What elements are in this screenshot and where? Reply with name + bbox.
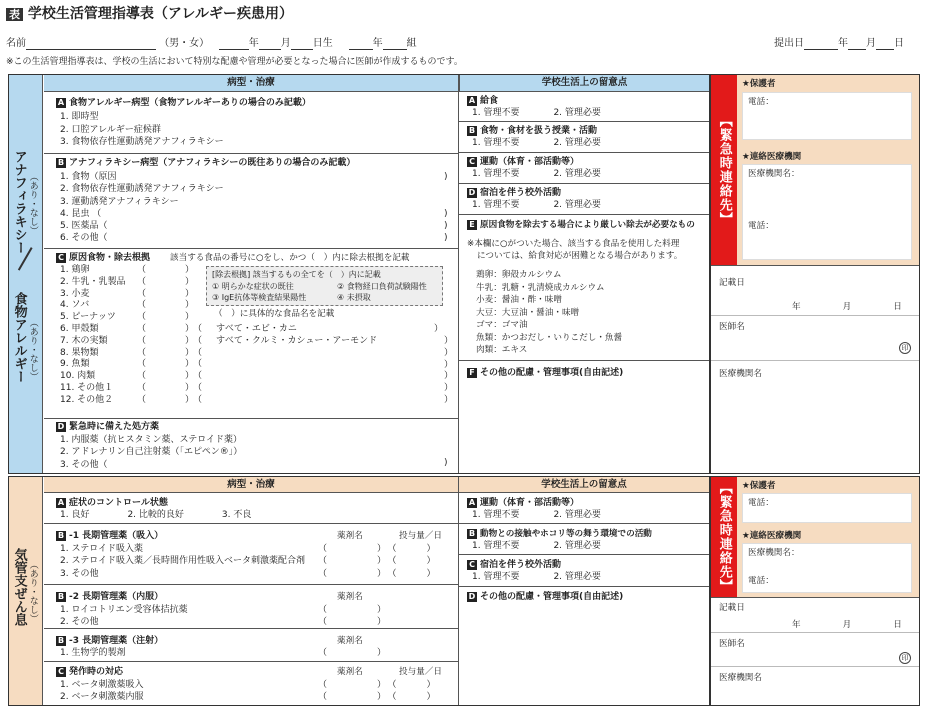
cause-instr: 該当する食品の番号に○をし、かつ（ ）内に除去根拠を記載	[170, 253, 410, 263]
exercise-heading-2: A 運動（体育・部活動等）	[468, 498, 580, 508]
control-options[interactable]: 1. 良好 2. 比較的良好 3. 不良	[60, 510, 252, 520]
submit-month-input[interactable]	[848, 39, 866, 50]
record-date-label: 記載日	[719, 278, 745, 288]
institution-name-label-2: 医療機関名：	[748, 548, 800, 558]
overnight-options[interactable]: 1. 管理不要 2. 管理必要	[472, 200, 601, 210]
side-sub-asthma[interactable]: （あり・なし）	[27, 560, 38, 623]
overnight-options-2[interactable]: 1. 管理不要 2. 管理必要	[472, 572, 601, 582]
basis-4: ④ 未摂取	[337, 293, 371, 302]
submit-label: 提出日	[774, 38, 804, 49]
food-nuts[interactable]: 7. 木の実類	[60, 335, 108, 346]
rx-heading	[56, 422, 159, 433]
birth-day-input[interactable]	[291, 39, 313, 50]
specific-close-a: ）	[434, 324, 444, 334]
close-parens	[444, 171, 448, 245]
submit-year-input[interactable]	[804, 39, 838, 50]
paren: )	[444, 208, 448, 219]
dose-header: 投与量／日	[399, 667, 442, 677]
page-title: 学校生活管理指導表（アレルギー疾患用）	[27, 6, 293, 22]
record-institution-label: 医療機関名	[719, 369, 762, 379]
option-oral[interactable]: 2. 口腔アレルギー症候群	[60, 124, 161, 135]
specific-note: （ ）に具体的な食品名を記載	[214, 309, 335, 319]
birth-month-label: 月	[280, 38, 291, 49]
exercise-options-2[interactable]: 1. 管理不要 2. 管理必要	[472, 510, 601, 520]
letter-a: A	[57, 98, 65, 107]
birth-year-label: 年	[248, 38, 259, 49]
seal-icon-2: 印	[899, 652, 911, 664]
record-institution-label-2: 医療機関名	[719, 673, 762, 683]
food-meat[interactable]: 10. 肉類	[60, 371, 96, 382]
food-fruit[interactable]: 8. 果物類	[60, 347, 99, 358]
other-notes-field-2[interactable]	[462, 606, 706, 702]
name-input[interactable]	[26, 39, 156, 50]
other-notes-field[interactable]	[462, 382, 706, 470]
lunch-heading: A 給食	[468, 96, 499, 106]
side-sub-anaphylaxis[interactable]: （あり・なし）	[27, 172, 38, 235]
col-header-notes-2: 学校生活上の留意点	[459, 477, 709, 493]
guardian-phone-label-2: 電話：	[748, 498, 774, 508]
paren: )	[444, 221, 448, 232]
seal-icon: 印	[899, 342, 911, 354]
food-soba[interactable]: 4. ソバ	[60, 300, 90, 311]
basis-title: [除去根拠] 該当するもの全てを（ ）内に記載	[212, 270, 381, 279]
option-fdeia2[interactable]: 2. 食物依存性運動誘発アナフィラキシー	[60, 184, 224, 195]
form-title-row	[6, 6, 293, 23]
drug-name-header: 薬剤名	[337, 592, 363, 602]
paren: )	[444, 233, 448, 244]
rx-epipen[interactable]: 2. アドレナリン自己注射薬（「エピペン®」）	[60, 447, 243, 458]
food-wheat[interactable]: 3. 小麦	[60, 288, 90, 299]
basis-legend	[206, 266, 443, 306]
attack-options[interactable]: 1. ベータ刺激薬吸入 2. ベータ刺激薬内服	[60, 680, 144, 703]
oral-options[interactable]: 1. ロイコトリエン受容体拮抗薬 2. その他	[60, 605, 188, 628]
food-other1[interactable]: 11. その他１	[60, 382, 114, 393]
letter-d: D	[57, 422, 65, 431]
grade-input[interactable]	[349, 39, 373, 50]
food-fish[interactable]: 9. 魚類	[60, 359, 90, 370]
basis-3: ③ IgE抗体等検査結果陽性	[212, 293, 307, 302]
doctor-label: 医師名	[719, 322, 745, 332]
option-other[interactable]: 6. その他（	[60, 233, 108, 244]
option-drug[interactable]: 5. 医薬品（	[60, 221, 108, 232]
anaphylaxis-type-title: アナフィラキシー病型（アナフィラキシーの既往ありの場合のみ記載）	[69, 158, 356, 168]
divider	[44, 418, 458, 419]
overnight-heading: D 宿泊を伴う校外活動	[468, 188, 562, 198]
strict-removal-list[interactable]: 鶏卵：卵殻カルシウム 牛乳：乳糖・乳清焼成カルシウム 小麦：醤油・酢・味噌 大豆：大豆油・醤油・味噌 ゴマ：ゴマ油 魚類：かつおだし・いりこだし・魚醤 肉類：エキス	[476, 270, 623, 355]
injection-heading: B -3 長期管理薬（注射）	[57, 636, 164, 646]
exercise-options[interactable]: 1. 管理不要 2. 管理必要	[472, 169, 601, 179]
sex-field[interactable]: （男・女）	[159, 38, 210, 49]
food-type-heading	[56, 98, 311, 109]
letter-c: C	[56, 253, 66, 263]
specific-values	[216, 324, 377, 348]
side-title-food: 食物アレルギー	[11, 292, 27, 383]
basis-1: ① 明らかな症状の既往	[212, 281, 294, 291]
injection-parens[interactable]: （ ）	[318, 648, 387, 658]
animal-options[interactable]: 1. 管理不要 2. 管理必要	[472, 541, 601, 551]
anaphylaxis-type-heading	[56, 158, 355, 169]
name-label: 名前	[6, 38, 26, 49]
col-header-type: 病型・治療	[44, 75, 458, 92]
drug-name-header: 薬剤名	[337, 636, 363, 646]
col-header-notes: 学校生活上の留意点	[459, 75, 709, 92]
drug-name-header: 薬剤名	[337, 531, 363, 541]
rx-options[interactable]	[60, 434, 242, 471]
attack-heading: C 発作時の対応	[56, 667, 123, 678]
food-other2[interactable]: 12. その他２	[60, 394, 114, 405]
birth-year-input[interactable]	[219, 39, 249, 50]
basis-2: ② 食物経口負荷試験陽性	[337, 281, 427, 291]
specific-open: （ （ （ （ （ （ （	[193, 324, 203, 405]
birth-month-input[interactable]	[259, 39, 281, 50]
submit-date-row	[774, 38, 904, 50]
paren: )	[444, 458, 448, 468]
divider	[44, 153, 458, 154]
submit-year-label: 年	[838, 38, 848, 49]
side-sub-food[interactable]: （あり・なし）	[27, 318, 38, 381]
contact-institution-label-2: ★連絡医療機関	[742, 531, 802, 541]
cause-food-title: 原因食物・除去根拠	[69, 253, 151, 263]
paren: )	[444, 172, 448, 182]
food-type-options[interactable]	[60, 111, 224, 149]
food-type-title: 食物アレルギー病型（食物アレルギーありの場合のみ記載）	[69, 98, 311, 108]
divider	[458, 75, 459, 473]
record-date-fields-2[interactable]: 年 月 日	[792, 620, 902, 630]
option-fdeia[interactable]: 3. 食物依存性運動誘発アナフィラキシー	[60, 137, 224, 147]
food-peanut[interactable]: 5. ピーナッツ	[60, 312, 116, 323]
class-activity-heading: B 食物・食材を扱う授業・活動	[468, 126, 598, 136]
food-shellfish[interactable]: 6. 甲殻類	[60, 323, 99, 334]
grade-label: 年	[372, 38, 383, 49]
institution-name-label: 医療機関名：	[748, 169, 800, 179]
guardian-label-2: ★保護者	[742, 481, 776, 491]
side-title-anaphylaxis: アナフィラキシー	[11, 150, 27, 254]
name-row	[6, 38, 417, 50]
anaphylaxis-options[interactable]	[60, 171, 224, 245]
birth-day-label: 日生	[312, 38, 333, 49]
oral-heading: B -2 長期管理薬（内服）	[57, 592, 164, 602]
guardian-label: ★保護者	[742, 79, 776, 89]
other-notes-heading: F その他の配慮・管理事項(自由記述)	[467, 368, 623, 379]
option-food[interactable]: 1. 食物（原因	[60, 172, 117, 182]
attack-parens[interactable]: （ ） （ ） （ ） （ ）	[318, 680, 436, 703]
animal-heading: B 動物との接触やホコリ等の舞う環境での活動	[468, 529, 652, 539]
letter-b: B	[57, 158, 65, 167]
strict-removal-note: ※本欄に○がついた場合、該当する食品を使用した料理 については、給食対応が困難となる場合があります。	[467, 239, 683, 261]
nut-options[interactable]: すべて・クルミ・カシュー・アーモンド	[216, 335, 378, 346]
food-basis-close: ） ） ） ） ） ） ） ） ） ） ） ）	[185, 265, 195, 405]
institution-phone-label-2: 電話：	[748, 576, 774, 586]
divider	[44, 248, 458, 249]
rx-other[interactable]: 3. その他（	[60, 459, 108, 470]
record-date-label-2: 記載日	[719, 603, 745, 613]
strict-removal-heading: E 原因食物を除去する場合により厳しい除去が必要なもの	[467, 220, 695, 230]
table-badge: 表	[6, 8, 23, 21]
food-egg[interactable]: 1. 鶏卵	[60, 265, 90, 275]
record-date-fields[interactable]: 年 月 日	[792, 302, 902, 312]
class-label: 組	[406, 38, 417, 49]
submit-day-label: 日	[894, 38, 904, 49]
drug-name-header: 薬剤名	[337, 667, 363, 677]
option-immediate[interactable]: 1. 即時型	[60, 112, 99, 122]
option-insect[interactable]: 4. 昆虫 （	[60, 208, 102, 219]
col-header-type-2: 病型・治療	[44, 477, 458, 493]
inhaled-heading: B -1 長期管理薬（吸入）	[57, 531, 164, 541]
specific-close-b: ） ） ） ） ） ）	[444, 336, 454, 405]
doctor-label-2: 医師名	[719, 639, 745, 649]
emergency-contact-label-2: 【緊急時連絡先】	[711, 477, 737, 597]
shellfish-options[interactable]: すべて・エビ・カニ	[216, 324, 297, 334]
class-activity-options[interactable]: 1. 管理不要 2. 管理必要	[472, 138, 601, 148]
food-list[interactable]	[60, 265, 125, 407]
food-basis-open: （ （ （ （ （ （ （ （ （ （ （ （	[137, 265, 147, 405]
header-note: ※この生活管理指導表は、学校の生活において特別な配慮や管理が必要となった場合に医師が作成するものです。	[6, 57, 463, 67]
contact-institution-label: ★連絡医療機関	[742, 152, 802, 162]
submit-day-input[interactable]	[876, 39, 894, 50]
class-input[interactable]	[383, 39, 407, 50]
submit-month-label: 月	[866, 38, 876, 49]
control-heading: A 症状のコントロール状態	[57, 498, 168, 508]
inhaled-parens[interactable]: （ ） （ ） （ ） （ ） （ ） （ ）	[318, 544, 436, 579]
injection-option[interactable]: 1. 生物学的製剤	[60, 648, 126, 658]
cause-food-heading	[56, 253, 150, 264]
rx-title: 緊急時に備えた処方薬	[69, 422, 160, 432]
exercise-heading: C 運動（体育・部活動等）	[467, 157, 579, 168]
institution-phone-label: 電話：	[748, 221, 774, 231]
oral-parens[interactable]: （ ） （ ）	[318, 605, 387, 628]
emergency-contact-label: 【緊急時連絡先】	[711, 75, 737, 265]
inhaled-options[interactable]: 1. ステロイド吸入薬 2. ステロイド吸入薬／長時間作用性吸入ベータ刺激薬配合剤 3. その他	[60, 544, 305, 579]
side-title-asthma: 気管支ぜん息	[11, 548, 27, 626]
dose-header: 投与量／日	[399, 531, 442, 541]
overnight-heading-2: C 宿泊を伴う校外活動	[467, 560, 561, 571]
other-notes-heading-2: D その他の配慮・管理事項(自由記述)	[468, 592, 624, 602]
lunch-options[interactable]: 1. 管理不要 2. 管理必要	[472, 108, 601, 118]
option-exercise[interactable]: 3. 運動誘発アナフィラキシー	[60, 196, 179, 207]
food-milk[interactable]: 2. 牛乳・乳製品	[60, 276, 126, 287]
rx-oral[interactable]: 1. 内服薬（抗ヒスタミン薬、ステロイド薬）	[60, 435, 242, 445]
guardian-phone-label: 電話：	[748, 97, 774, 107]
